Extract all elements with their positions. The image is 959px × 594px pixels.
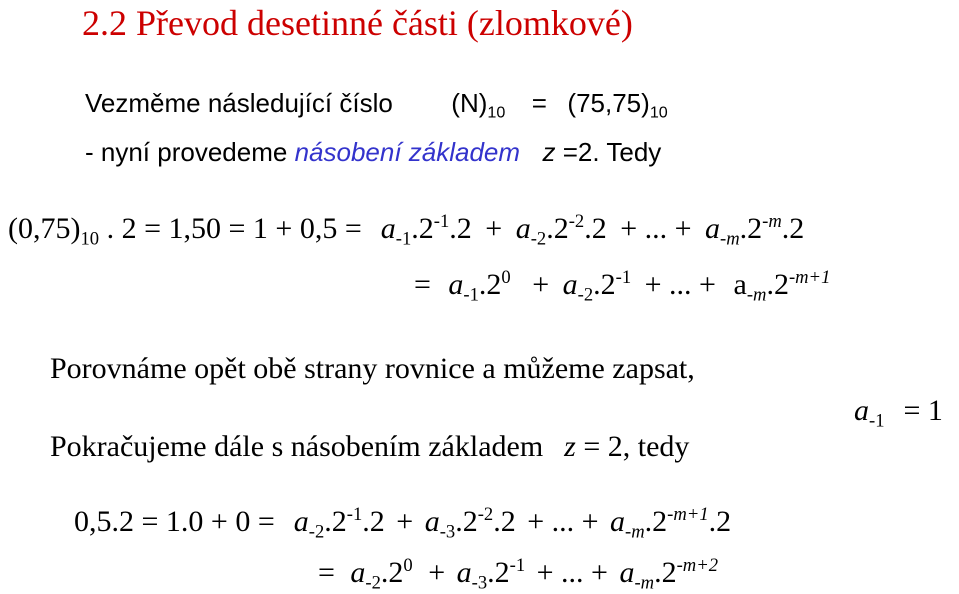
coef-a-index: -m — [634, 572, 655, 594]
eq1-lhs-base: 10 — [80, 228, 100, 250]
coef-a: a — [515, 212, 531, 245]
continue-text: Pokračujeme dále s násobením základem — [50, 430, 544, 463]
times-two: .2 — [324, 505, 347, 538]
equation-2-line-1 — [74, 503, 732, 543]
eq2-lhs: 0,5.2 = 1.0 + 0 = — [74, 505, 275, 538]
ellipsis-sum: + ... + — [644, 268, 716, 301]
continue-rest: = 2, tedy — [583, 430, 690, 463]
power: -1 — [509, 554, 526, 576]
coef-a: a — [733, 268, 747, 301]
page-title: 2.2 Převod desetinné části (zlomkové) — [82, 3, 633, 43]
equation-1-line-2 — [414, 266, 831, 306]
intro-line-1 — [85, 88, 668, 122]
times-two: .2 — [411, 212, 434, 245]
eq1-lhs: (0,75) — [8, 212, 81, 245]
times-two: .2 — [644, 505, 668, 538]
times-two: .2 — [493, 505, 516, 538]
coef-a: a — [424, 505, 440, 538]
power: -m+2 — [676, 554, 719, 576]
coef-a: a — [293, 505, 309, 538]
coef-a-index: -2 — [530, 228, 547, 250]
times-two: .2 — [478, 268, 502, 301]
times-two: .2 — [739, 212, 763, 245]
ellipsis-sum: + ... + — [536, 556, 608, 589]
variable-z: z — [564, 430, 576, 463]
power: -m+1 — [788, 266, 831, 288]
times-two: .2 — [487, 556, 510, 589]
equals-sign: = — [318, 556, 335, 589]
coef-a-index: -m — [746, 284, 767, 306]
coef-a-index: -m — [720, 228, 740, 250]
result-a1 — [854, 394, 943, 432]
times-two: .2 — [380, 556, 404, 589]
continue-line — [50, 432, 689, 462]
coef-a: a — [705, 212, 721, 245]
plus-sign: + — [532, 268, 550, 301]
coef-a-index: -2 — [577, 284, 594, 306]
plus-sign: + — [485, 212, 503, 245]
times-two: .2 — [781, 212, 805, 245]
coef-a: a — [562, 268, 578, 301]
power: -2 — [477, 503, 494, 525]
coef-a: a — [456, 556, 472, 589]
coef-a-index: -3 — [439, 521, 456, 543]
power: -2 — [568, 210, 585, 232]
equals-sign: = — [414, 268, 431, 301]
ellipsis-sum: + ... + — [527, 505, 599, 538]
coef-a-index: -3 — [471, 572, 488, 594]
coef-a: a — [619, 556, 635, 589]
coef-a: a — [610, 505, 626, 538]
times-two: .2 — [766, 268, 789, 301]
compare-text: Porovnáme opět obě strany rovnice a můžeme zapsat, — [50, 352, 695, 385]
coef-a: a — [448, 268, 464, 301]
equals-sign: = — [531, 88, 547, 118]
power: 0 — [501, 266, 511, 288]
coef-a: a — [380, 212, 396, 245]
variable-z: z — [542, 137, 556, 167]
number-n: (N) — [451, 88, 488, 118]
power: 0 — [403, 554, 413, 576]
times-two: .2 — [593, 268, 616, 301]
power: -m — [762, 210, 782, 232]
ellipsis-sum: + ... + — [620, 212, 692, 245]
times-two: .2 — [362, 505, 385, 538]
number-value-base: 10 — [649, 103, 668, 122]
number-n-base: 10 — [487, 103, 506, 122]
plus-sign: + — [396, 505, 414, 538]
times-two: .2 — [449, 212, 472, 245]
power: -1 — [615, 266, 632, 288]
coef-a-index: -2 — [365, 572, 381, 594]
number-value: (75,75) — [567, 88, 650, 118]
power: -1 — [433, 210, 450, 232]
times-two: .2 — [654, 556, 677, 589]
times-two: .2 — [546, 212, 569, 245]
intro-text: Vezměme následující číslo — [85, 88, 393, 118]
result-value: = 1 — [903, 394, 943, 427]
intro-line-2 — [85, 139, 661, 165]
coef-a: a — [350, 556, 366, 589]
highlighted-phrase: násobení základem — [294, 137, 521, 167]
coef-a-index: -2 — [308, 521, 325, 543]
intro-line-2-rest: =2. Tedy — [555, 137, 662, 167]
coef-a-index: -m — [625, 521, 645, 543]
coef-a: a — [854, 394, 869, 427]
times-two: .2 — [455, 505, 478, 538]
plus-sign: + — [428, 556, 446, 589]
equation-1-line-1 — [8, 210, 805, 250]
times-two: .2 — [584, 212, 607, 245]
coef-a-index: -1 — [395, 228, 412, 250]
power: -1 — [346, 503, 363, 525]
times-two: .2 — [708, 505, 732, 538]
coef-a-index: -1 — [463, 284, 479, 306]
equation-2-line-2 — [318, 554, 719, 594]
coef-a-index: -1 — [869, 410, 885, 432]
eq1-part1: . 2 = 1,50 = 1 + 0,5 = — [106, 212, 362, 245]
power: -m+1 — [667, 503, 709, 525]
intro-line-2-prefix: - nyní provedeme — [85, 137, 288, 167]
